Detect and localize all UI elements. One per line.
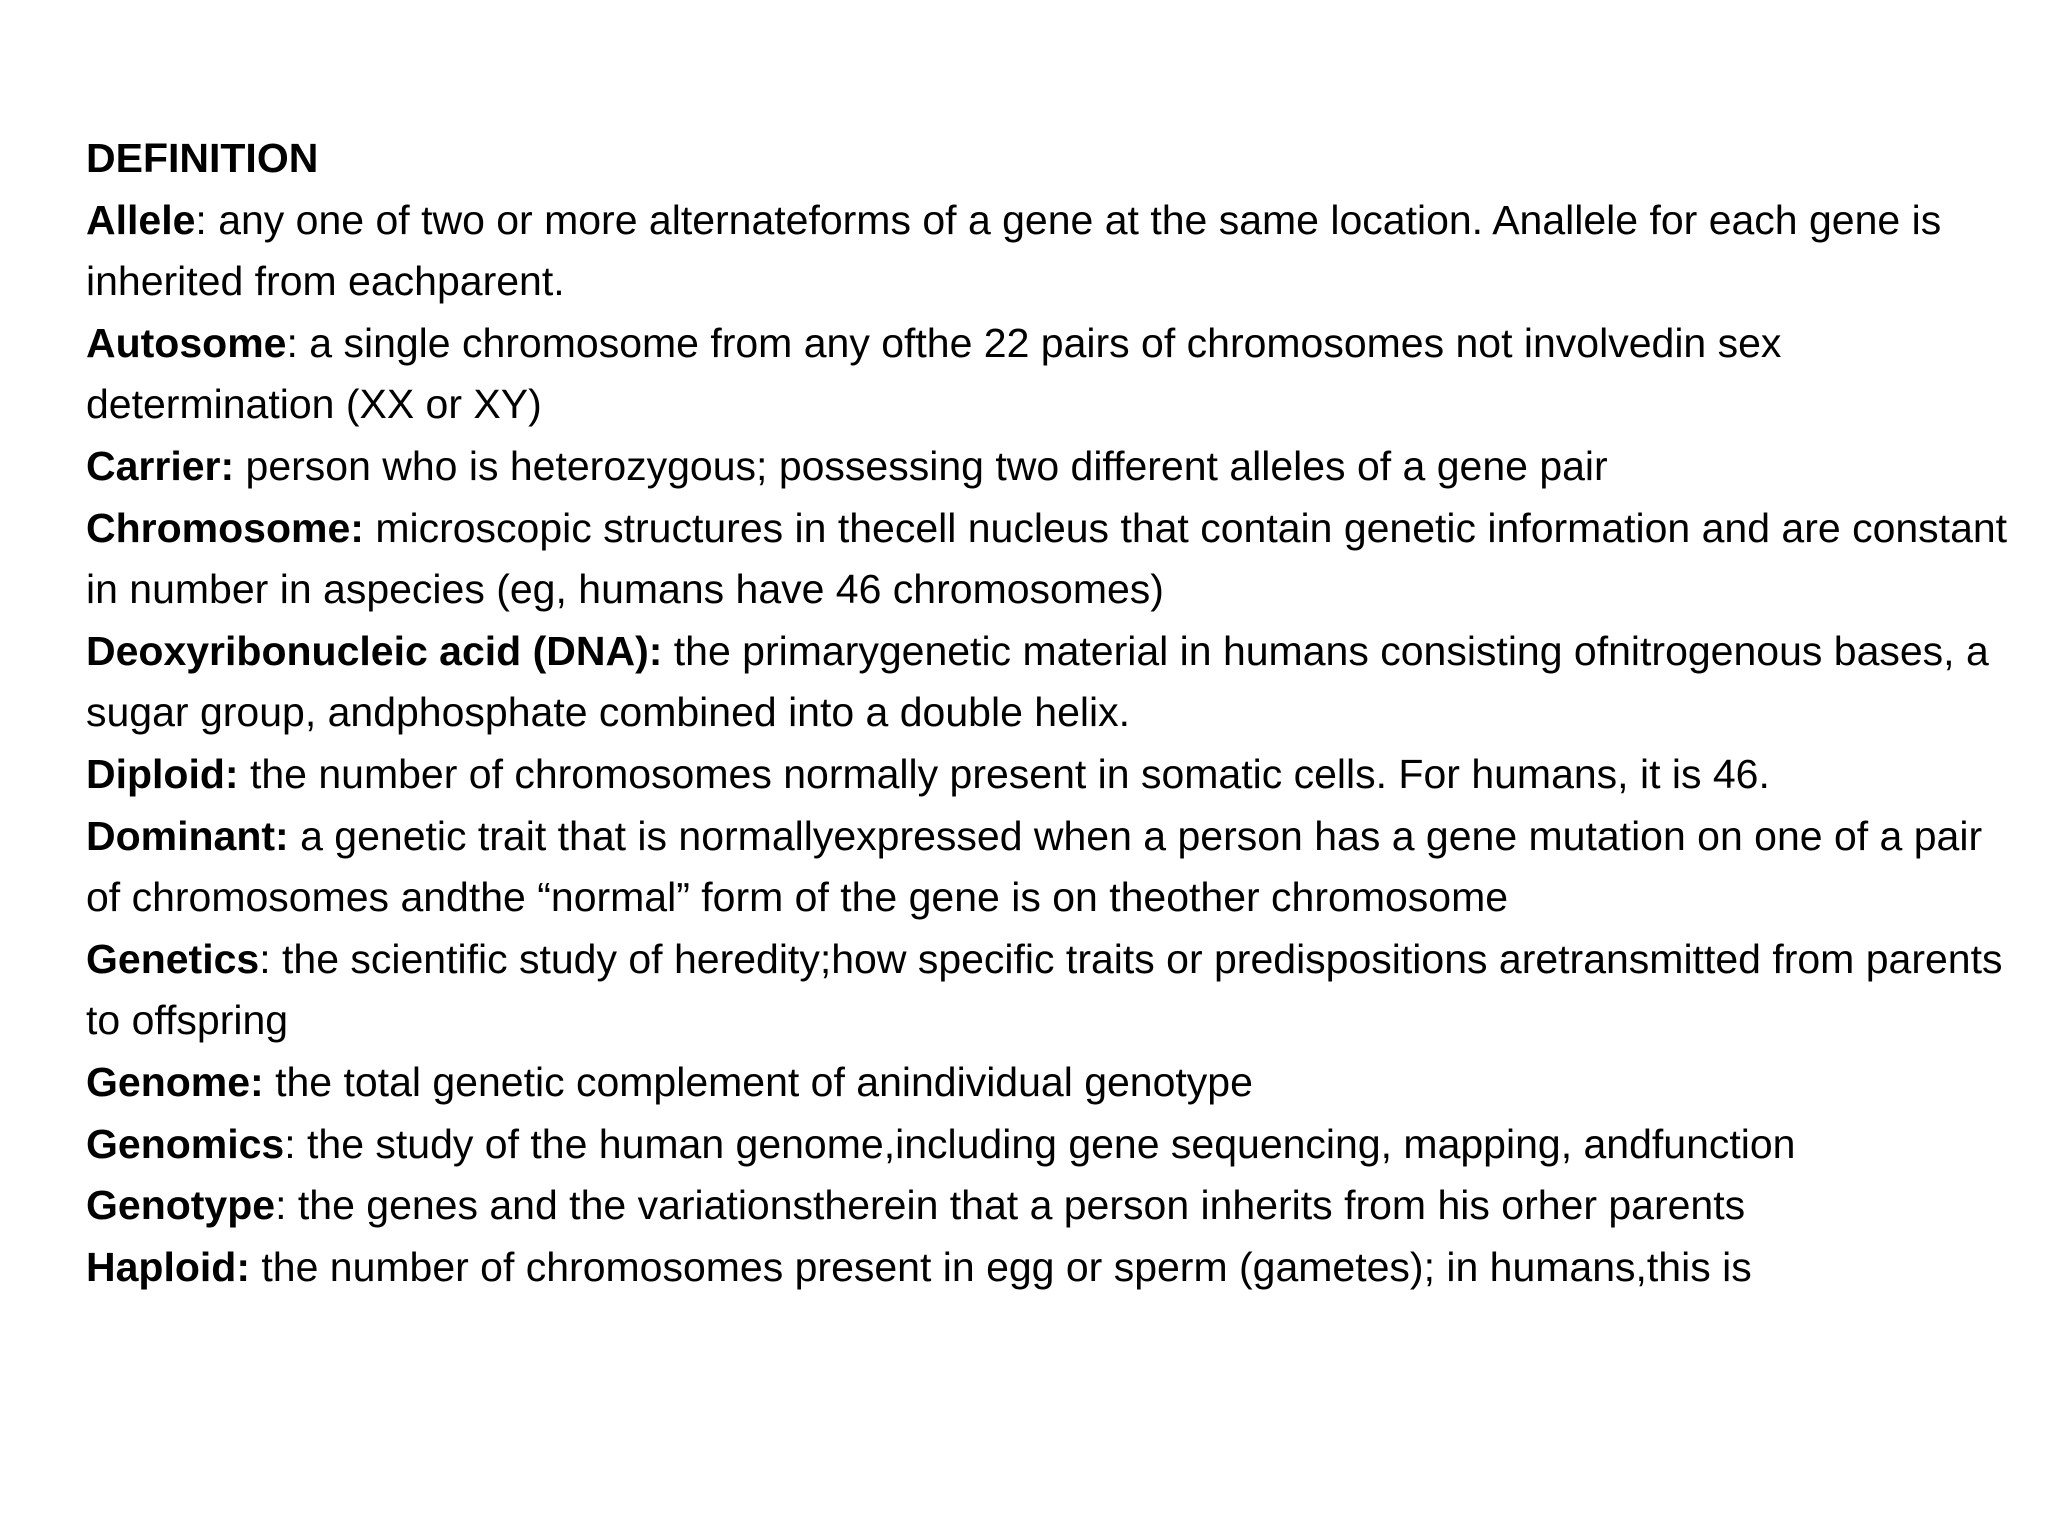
definition-term: Genotype xyxy=(86,1182,276,1229)
definition-text: the scientific study of heredity;how specific traits or predispositions aretransmitted from parents to offspring xyxy=(86,935,2003,1044)
definition-entry-diploid xyxy=(86,744,2016,806)
definition-text: a genetic trait that is normallyexpressed when a person has a gene mutation on one of a pair of chromosomes andthe “normal” form of the gene is on theother chromosome xyxy=(86,812,1983,921)
definition-entry-chromosome xyxy=(86,498,2016,621)
definition-entry-haploid xyxy=(86,1237,2016,1299)
definition-text: the genes and the variationstherein that a person inherits from his orher parents xyxy=(286,1182,1746,1229)
definition-text: the number of chromosomes normally present in somatic cells. For humans, it is 46. xyxy=(238,750,1770,797)
definition-term: Genomics xyxy=(86,1120,285,1167)
definition-text: any one of two or more alternateforms of a gene at the same location. Anallele for each gene is inherited from eachparent. xyxy=(86,196,1942,305)
definition-separator: : xyxy=(286,319,298,366)
definition-text: the number of chromosomes present in egg or sperm (gametes); in humans,this is xyxy=(249,1243,1752,1290)
definition-entry-genome xyxy=(86,1052,2016,1114)
definition-text: the study of the human genome,including gene sequencing, mapping, andfunction xyxy=(295,1120,1796,1167)
definition-term: Carrier: xyxy=(86,442,235,489)
definition-text: the primarygenetic material in humans consisting ofnitrogenous bases, a sugar group, andphosphate combined into a double helix. xyxy=(86,627,1989,736)
definition-text: a single chromosome from any ofthe 22 pairs of chromosomes not involvedin sex determination (XX or XY) xyxy=(86,319,1782,428)
definition-term: Autosome xyxy=(86,319,287,366)
definition-entry-genomics xyxy=(86,1114,2016,1176)
definition-entry-autosome xyxy=(86,313,2016,436)
definition-separator: : xyxy=(195,196,207,243)
definition-entry-dominant xyxy=(86,806,2016,929)
definition-entry-genetics xyxy=(86,929,2016,1052)
document-page xyxy=(86,128,2016,1298)
definition-entry-dna xyxy=(86,621,2016,744)
definition-term: Allele xyxy=(86,196,196,243)
definition-term: Haploid: xyxy=(86,1243,250,1290)
definition-separator: : xyxy=(275,1182,287,1229)
definition-separator: : xyxy=(284,1120,296,1167)
definition-term: Chromosome: xyxy=(86,504,364,551)
definition-term: Genetics xyxy=(86,935,260,982)
definition-entry-allele xyxy=(86,190,2016,313)
definition-term: Deoxyribonucleic acid (DNA): xyxy=(86,627,663,674)
document-heading: DEFINITION xyxy=(86,135,319,181)
definition-entry-carrier xyxy=(86,436,2016,498)
definition-term: Diploid: xyxy=(86,750,239,797)
definition-term: Dominant: xyxy=(86,812,289,859)
definition-term: Genome: xyxy=(86,1058,264,1105)
definition-entry-genotype xyxy=(86,1175,2016,1237)
definition-text: microscopic structures in thecell nucleus that contain genetic information and are constant in number in aspecies (eg, humans have 46 chromosomes) xyxy=(86,504,2008,613)
definition-text: the total genetic complement of anindividual genotype xyxy=(263,1058,1253,1105)
definition-text: person who is heterozygous; possessing two different alleles of a gene pair xyxy=(234,442,1608,489)
definition-separator: : xyxy=(259,935,271,982)
